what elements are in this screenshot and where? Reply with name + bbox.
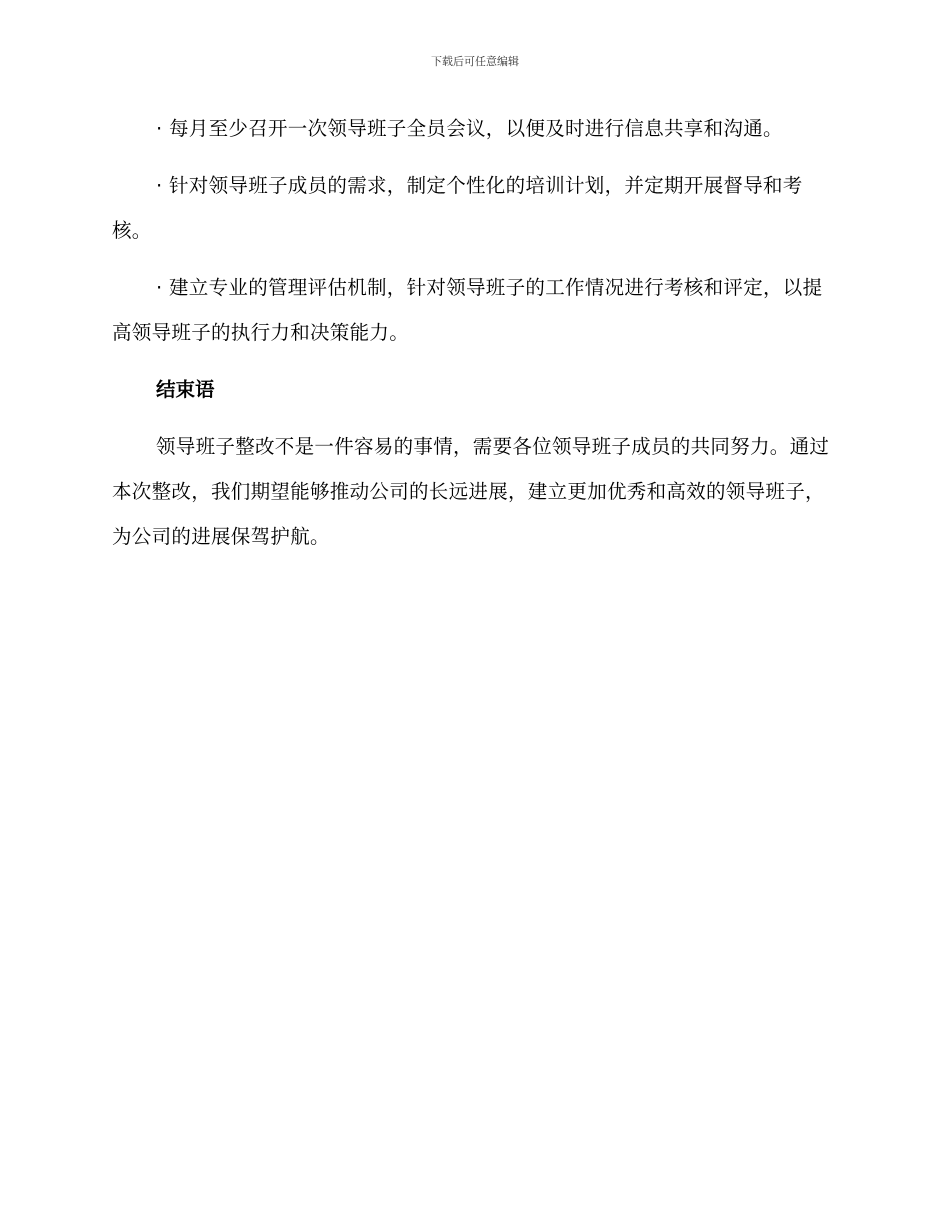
conclusion-heading: 结束语 bbox=[156, 378, 215, 401]
document-body bbox=[112, 106, 832, 571]
bullet-item-3: · 建立专业的管理评估机制，针对领导班子的工作情况进行考核和评定，以提高领导班子的执行力和决策能力。 bbox=[112, 276, 823, 344]
page-header: 下载后可任意编辑 bbox=[431, 55, 519, 68]
bullet-item-1: · 每月至少召开一次领导班子全员会议，以便及时进行信息共享和沟通。 bbox=[156, 117, 783, 140]
conclusion-paragraph: 领导班子整改不是一件容易的事情，需要各位领导班子成员的共同努力。通过本次整改，我们期望能够推动公司的长远进展，建立更加优秀和高效的领导班子，为公司的进展保驾护航。 bbox=[112, 435, 830, 548]
bullet-item-2: · 针对领导班子成员的需求，制定个性化的培训计划，并定期开展督导和考核。 bbox=[112, 174, 803, 242]
